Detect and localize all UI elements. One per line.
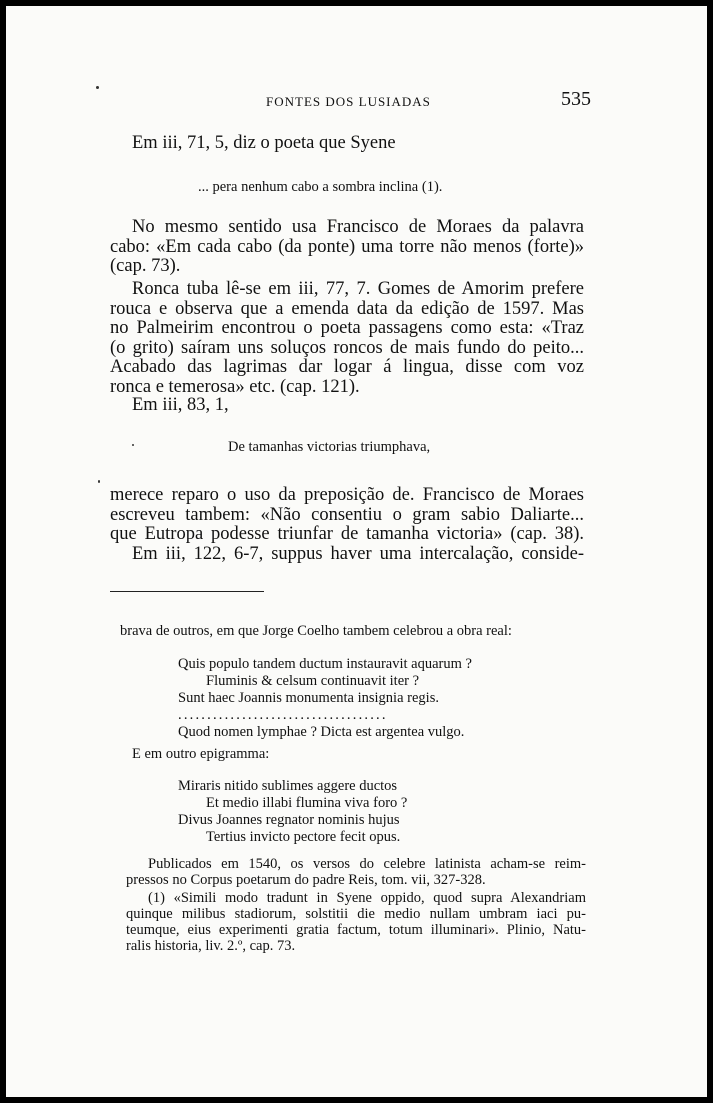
text-line: brava de outros, em que Jorge Coelho tambem celebrou a obra real: bbox=[120, 623, 512, 639]
text-line: pressos no Corpus poetarum do padre Reis, tom. vii, 327-328. bbox=[126, 872, 486, 888]
text-line: ralis historia, liv. 2.º, cap. 73. bbox=[126, 938, 296, 954]
page-header bbox=[6, 84, 707, 114]
verse-line: Tertius invicto pectore fecit opus. bbox=[206, 829, 401, 845]
intro-line bbox=[110, 134, 584, 154]
verse-line: Fluminis & celsum continuavit iter ? bbox=[206, 673, 420, 689]
paragraph-3 bbox=[110, 396, 584, 416]
epigram-intro bbox=[132, 746, 577, 763]
text-line: cabo: «Em cada cabo (da ponte) uma torre não menos (forte)» bbox=[110, 237, 584, 257]
text-line: No mesmo sentido usa Francisco de Moraes da palavra bbox=[132, 218, 584, 237]
text-line: que Eutropa podesse triunfar de tamanha victoria» (cap. 38). bbox=[110, 525, 584, 544]
footnote-lead bbox=[120, 623, 565, 640]
paragraph-2 bbox=[110, 280, 584, 397]
book-page bbox=[6, 6, 707, 1097]
verse-line: Miraris nitido sublimes aggere ductos bbox=[178, 778, 398, 794]
publication-note bbox=[126, 856, 586, 888]
quote-verse-2: De tamanhas victorias triumphava, bbox=[228, 439, 431, 455]
text-line: (1) «Simili modo tradunt in Syene oppido, quod supra Alexandriam bbox=[148, 890, 586, 906]
text-line: Ronca tuba lê-se em iii, 77, 7. Gomes de Amorim prefere bbox=[132, 280, 584, 299]
running-title: FONTES DOS LUSIADAS bbox=[266, 94, 431, 109]
print-speck bbox=[132, 444, 134, 446]
paragraph-1 bbox=[110, 218, 584, 277]
text-line: Em iii, 122, 6-7, suppus haver uma intercalação, conside- bbox=[132, 544, 584, 564]
text-line: Publicados em 1540, os versos do celebre latinista acham-se reim- bbox=[148, 856, 586, 872]
latin-poem-1 bbox=[178, 656, 472, 741]
quote-verse-1: ... pera nenhum cabo a sombra inclina (1). bbox=[198, 179, 443, 195]
page-number: 535 bbox=[561, 88, 591, 110]
ellipsis-line: .................................... bbox=[178, 707, 388, 723]
text-line: escreveu tambem: «Não consentiu o gram sabio Daliarte... bbox=[110, 505, 584, 525]
latin-poem-2 bbox=[178, 778, 407, 846]
text-line: Em iii, 83, 1, bbox=[132, 396, 229, 415]
verse-line: Quod nomen lymphae ? Dicta est argentea vulgo. bbox=[178, 724, 465, 740]
footnote-rule bbox=[110, 591, 264, 592]
verse-line: Quis populo tandem ductum instauravit aquarum ? bbox=[178, 656, 472, 672]
text-line: no Palmeirim encontrou o poeta passagens como esta: «Traz bbox=[110, 319, 584, 338]
text-line: merece reparo o uso da preposição de. Francisco de Moraes bbox=[110, 486, 584, 505]
text-line: (o grito) saíram uns soluços roncos de mais fundo do peito... bbox=[110, 338, 584, 358]
text-line: teumque, eius experimenti gratia factum, totum illuminari». Plinio, Natu- bbox=[126, 922, 586, 938]
text-line: Acabado das lagrimas dar logar á lingua, disse com voz bbox=[110, 358, 584, 377]
text-line: Em iii, 71, 5, diz o poeta que Syene bbox=[132, 134, 396, 153]
print-speck bbox=[98, 480, 100, 483]
text-line: quinque milibus stadiorum, solstitii die medio nullam umbram iaci pu- bbox=[126, 906, 586, 922]
text-line: ronca e temerosa» etc. (cap. 121). bbox=[110, 377, 360, 397]
text-line: (cap. 73). bbox=[110, 257, 181, 276]
verse-line: Et medio illabi flumina viva foro ? bbox=[206, 795, 408, 811]
verse-line: Sunt haec Joannis monumenta insignia regis. bbox=[178, 690, 439, 706]
text-line: rouca e observa que a emenda data da edição de 1597. Mas bbox=[110, 299, 584, 319]
text-line: E em outro epigramma: bbox=[132, 746, 270, 762]
verse-line: Divus Joannes regnator nominis hujus bbox=[178, 812, 400, 828]
paragraph-4 bbox=[110, 486, 584, 564]
footnote-1 bbox=[126, 890, 586, 954]
